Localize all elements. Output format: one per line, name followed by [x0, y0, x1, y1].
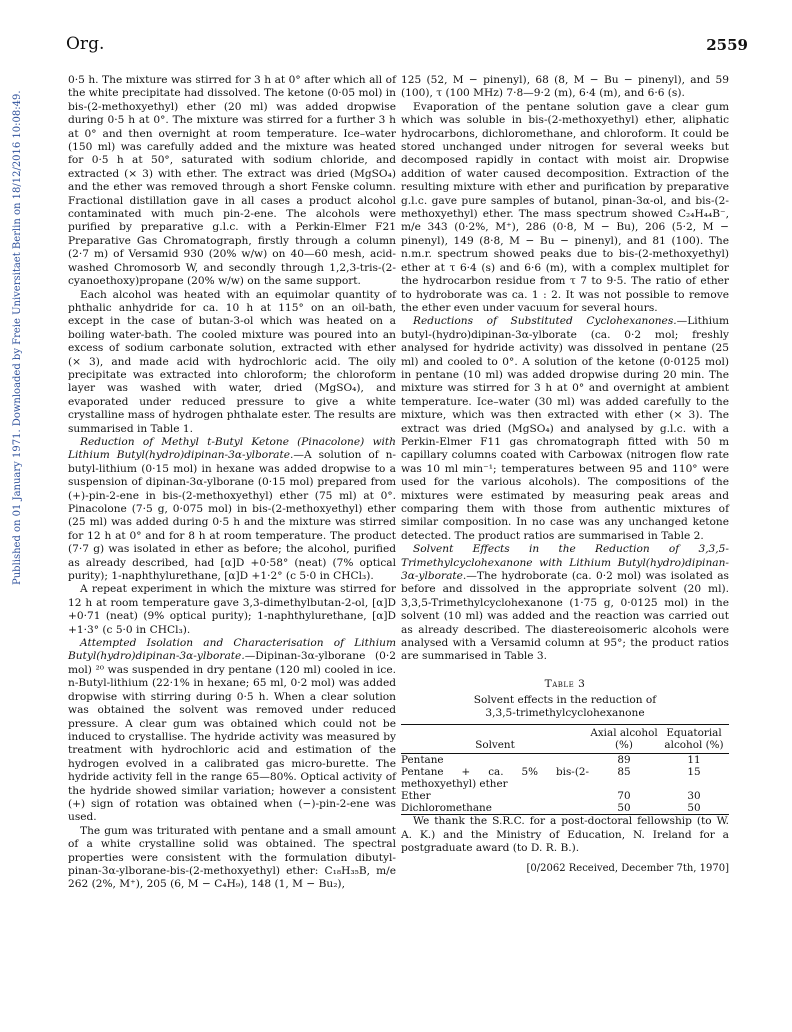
table-cell: 11: [687, 754, 701, 767]
table-row: [401, 802, 729, 815]
paragraph-body: —Lithium butyl-(hydro)dipinan-3α-ylborate (ca. 0·2 mol; freshly analysed for hydride activity) was dissolved in pentane (25 ml) and cooled to 0°. A solution of the ketone (0·0125 mol) in pentane (10 ml) was added dropwise during 20 min. The mixture was stirred for 3 h at 0° and overnight at ambient temperature. Ice–water (30 ml) was added carefully to the mixture, which was then extracted with ether (× 3). The extract was dried (MgSO₄) and analysed by g.l.c. with a Perkin-Elmer F11 gas chromatograph fitted with 50 m capillary columns coated with Carbowax (nitrogen flow rate was 10 ml min⁻¹; temperatures between 95 and 110° were used for the various alcohols). The compositions of the mixtures were estimated by measuring peak areas and comparing them with those from authentic mixtures of similar composition. In no case was any unchanged ketone detected. The product ratios are summarised in Table 2.: [401, 315, 729, 542]
table-cell: 50: [617, 802, 631, 815]
table-cell: Ether: [401, 790, 431, 803]
page-number: 2559: [706, 36, 748, 54]
table-cell: 89: [617, 754, 631, 767]
paragraph: [68, 436, 396, 583]
table-header-row: [401, 725, 729, 754]
table-row: [401, 754, 729, 767]
paragraph: [68, 637, 396, 825]
paragraph: A repeat experiment in which the mixture was stirred for 12 h at room temperature gave 3,3-dimethylbutan-2-ol, [α]D +0·71 (neat) (9% optical purity); 1-naphthylurethane, [α]D +1·3° (c 5·0 in CHCl₃).: [68, 583, 396, 636]
column-header-solvent: Solvent: [401, 725, 589, 754]
journal-section-header: Org.: [66, 34, 105, 54]
table-label: Table 3: [544, 677, 586, 690]
paragraph: 0·5 h. The mixture was stirred for 3 h at 0° after which all of the white precipitate had dissolved. The ketone (0·05 mol) in bis-(2-methoxyethyl) ether (20 ml) was added dropwise during 0·5 h at 0°. The mixture was stirred for a further 3 h at 0° and then overnight at room temperature. Ice–water (150 ml) was carefully added and the mixture was heated for 0·5 h at 50°, saturated with sodium chloride, and extracted (× 3) with ether. The extract was dried (MgSO₄) and the ether was removed through a short Fenske column. Fractional distillation gave in all cases a product alcohol contaminated with much pin-2-ene. The alcohols were purified by preparative g.l.c. with a Perkin-Elmer F21 Preparative Gas Chromatograph, firstly through a column (2·7 m) of Versamid 930 (20% w/w) on 40—60 mesh, acid-washed Chromosorb W, and secondly through 1,2,3-tris-(2-cyanoethoxy)propane (20% w/w) on the same support.: [68, 74, 396, 288]
table-cell: 70: [617, 790, 631, 803]
paragraph: Evaporation of the pentane solution gave a clear gum which was soluble in bis-(2-methoxyethyl) ether, aliphatic hydrocarbons, dichloromethane, and chloroform. It could be stored unchanged under nitrogen for several weeks but decomposed rapidly in contact with moist air. Dropwise addition of water caused decomposition. Extraction of the resulting mixture with ether and purification by preparative g.l.c. gave pure samples of butanol, pinan-3α-ol, and bis-(2-methoxyethyl) ether. The mass spectrum showed C₂₄H₄₄B⁻, m/e 343 (0·2%, M⁺), 286 (0·8, M − Bu), 206 (5·2, M − pinenyl), 149 (8·8, M − Bu − pinenyl), and 81 (100). The n.m.r. spectrum showed peaks due to bis-(2-methoxyethyl) ether at τ 6·4 (s) and 6·6 (m), with a complex multiplet for the hydrocarbon residue from τ 7 to 9·5. The ratio of ether to hydroborate was ca. 1 : 2. It was not possible to remove the ether even under vacuum for several hours.: [401, 100, 729, 314]
column-header-equatorial: Equatorial alcohol (%): [659, 725, 729, 754]
paragraph: Each alcohol was heated with an equimolar quantity of phthalic anhydride for ca. 10 h at 115° on an oil-bath, except in the case of butan-3-ol which was heated on a boiling water-bath. The cooled mixture was poured into an excess of sodium carbonate solution, extracted with ether (× 3), and made acid with hydrochloric acid. The oily precipitate was extracted into chloroform; the chloroform layer was washed with water, dried (MgSO₄), and evaporated under reduced pressure to give a white crystalline mass of hydrogen phthalate ester. The results are summarised in Table 1.: [68, 288, 396, 435]
acknowledgement: We thank the S.R.C. for a post-doctoral fellowship (to W. A. K.) and the Ministry of Education, N. Ireland for a postgraduate award (to D. R. B.).: [401, 815, 729, 855]
paragraph-body: —Dipinan-3α-ylborane (0·2 mol) ²⁰ was suspended in dry pentane (120 ml) cooled in ice. n-Butyl-lithium (22·1% in hexane; 65 ml, 0·2 mol) was added dropwise with stirring during 0·5 h. When a clear solution was obtained the solvent was removed under reduced pressure. A clear gum was obtained which could not be induced to crystallise. The hydride activity was measured by treatment with hydrochloric acid and estimation of the hydrogen evolved in a calibrated gas micro-burette. The hydride activity fell in the range 65—80%. Optical activity of the hydride showed similar variation; however a consistent (+) sign of rotation was obtained when (−)-pin-2-ene was used.: [68, 650, 396, 824]
table-caption-line: 3,3,5-trimethylcyclohexanone: [485, 707, 645, 720]
table-cell: 30: [687, 790, 701, 803]
paragraph: [401, 543, 729, 664]
table-row: [401, 790, 729, 802]
received-date: [0/2062 Received, December 7th, 1970]: [526, 862, 729, 874]
paragraph: 125 (52, M − pinenyl), 68 (8, M − Bu − pinenyl), and 59 (100), τ (100 MHz) 7·8—9·2 (m), 6·4 (m), and 6·6 (s).: [401, 74, 729, 100]
paragraph: The gum was triturated with pentane and a small amount of a white crystalline solid was obtained. The spectral properties were consistent with the formulation dibutyl-pinan-3α-ylborane-bis-(2-methoxyethyl) ether: C₁₈H₃₅B, m/e 262 (2%, M⁺), 205 (6, M − C₄H₉), 148 (1, M − Bu₂),: [68, 824, 396, 891]
paragraph-body: —The hydroborate (ca. 0·2 mol) was isolated as before and dissolved in the appropriate solvent (20 ml). 3,3,5-Trimethylcyclohexanone (1·75 g, 0·0125 mol) in the solvent (10 ml) was added and the reaction was carried out as already described. The diastereoisomeric alcohols were analysed with a Versamid column at 95°; the product ratios are summarised in Table 3.: [401, 570, 729, 663]
table-cell: Pentane: [401, 754, 444, 767]
table-cell: Pentane + ca. 5% bis-(2-methoxyethyl) ether: [401, 766, 589, 791]
column-header-axial: Axial alcohol (%): [589, 725, 659, 754]
download-notice-sidebar: [0, 90, 23, 595]
data-table: [401, 724, 729, 815]
table-row: [401, 766, 729, 790]
table-cell: 50: [687, 802, 701, 815]
section-heading: Attempted Isolation and Characterisation of Lithium Butyl(hydro)dipinan-3α-ylborate.: [68, 637, 396, 663]
section-heading: Solvent Effects in the Reduction of 3,3,5-Trimethylcyclohexanone with Lithium Butyl(hydro)dipinan-3α-ylborate.: [401, 543, 729, 583]
table-cell: 15: [687, 766, 701, 779]
table-3: [401, 678, 729, 815]
paragraph: [401, 315, 729, 543]
paragraph-body: —A solution of n-butyl-lithium (0·15 mol) in hexane was added dropwise to a suspension of dipinan-3α-ylborane (0·15 mol) prepared from (+)-pin-2-ene in bis-(2-methoxyethyl) ether (75 ml) at 0°. Pinacolone (7·5 g, 0·075 mol) in bis-(2-methoxyethyl) ether (25 ml) was added during 0·5 h and the mixture was stirred for 12 h at 0° and for 8 h at room temperature. The product (7·7 g) was isolated in ether as before; the alcohol, purified as already described, had [α]D +0·58° (neat) (7% optical purity); 1-naphthylurethane, [α]D +1·2° (c 5·0 in CHCl₃).: [68, 449, 396, 583]
table-cell: 85: [617, 766, 631, 779]
section-heading: Reduction of Methyl t-Butyl Ketone (Pinacolone) with Lithium Butyl(hydro)dipinan-3α-ylborate.: [68, 435, 396, 462]
table-caption: [401, 694, 729, 720]
table-cell: Dichloromethane: [401, 802, 492, 815]
left-column: [68, 74, 396, 892]
download-notice-link[interactable]: Published on 01 January 1971. Downloaded by Freie Universitaet Berlin on 18/12/2016 10:08:49.: [12, 90, 23, 585]
right-column: [401, 74, 729, 875]
section-heading: Reductions of Substituted Cyclohexanones.: [413, 315, 677, 328]
table-caption-line: Solvent effects in the reduction of: [473, 694, 657, 707]
